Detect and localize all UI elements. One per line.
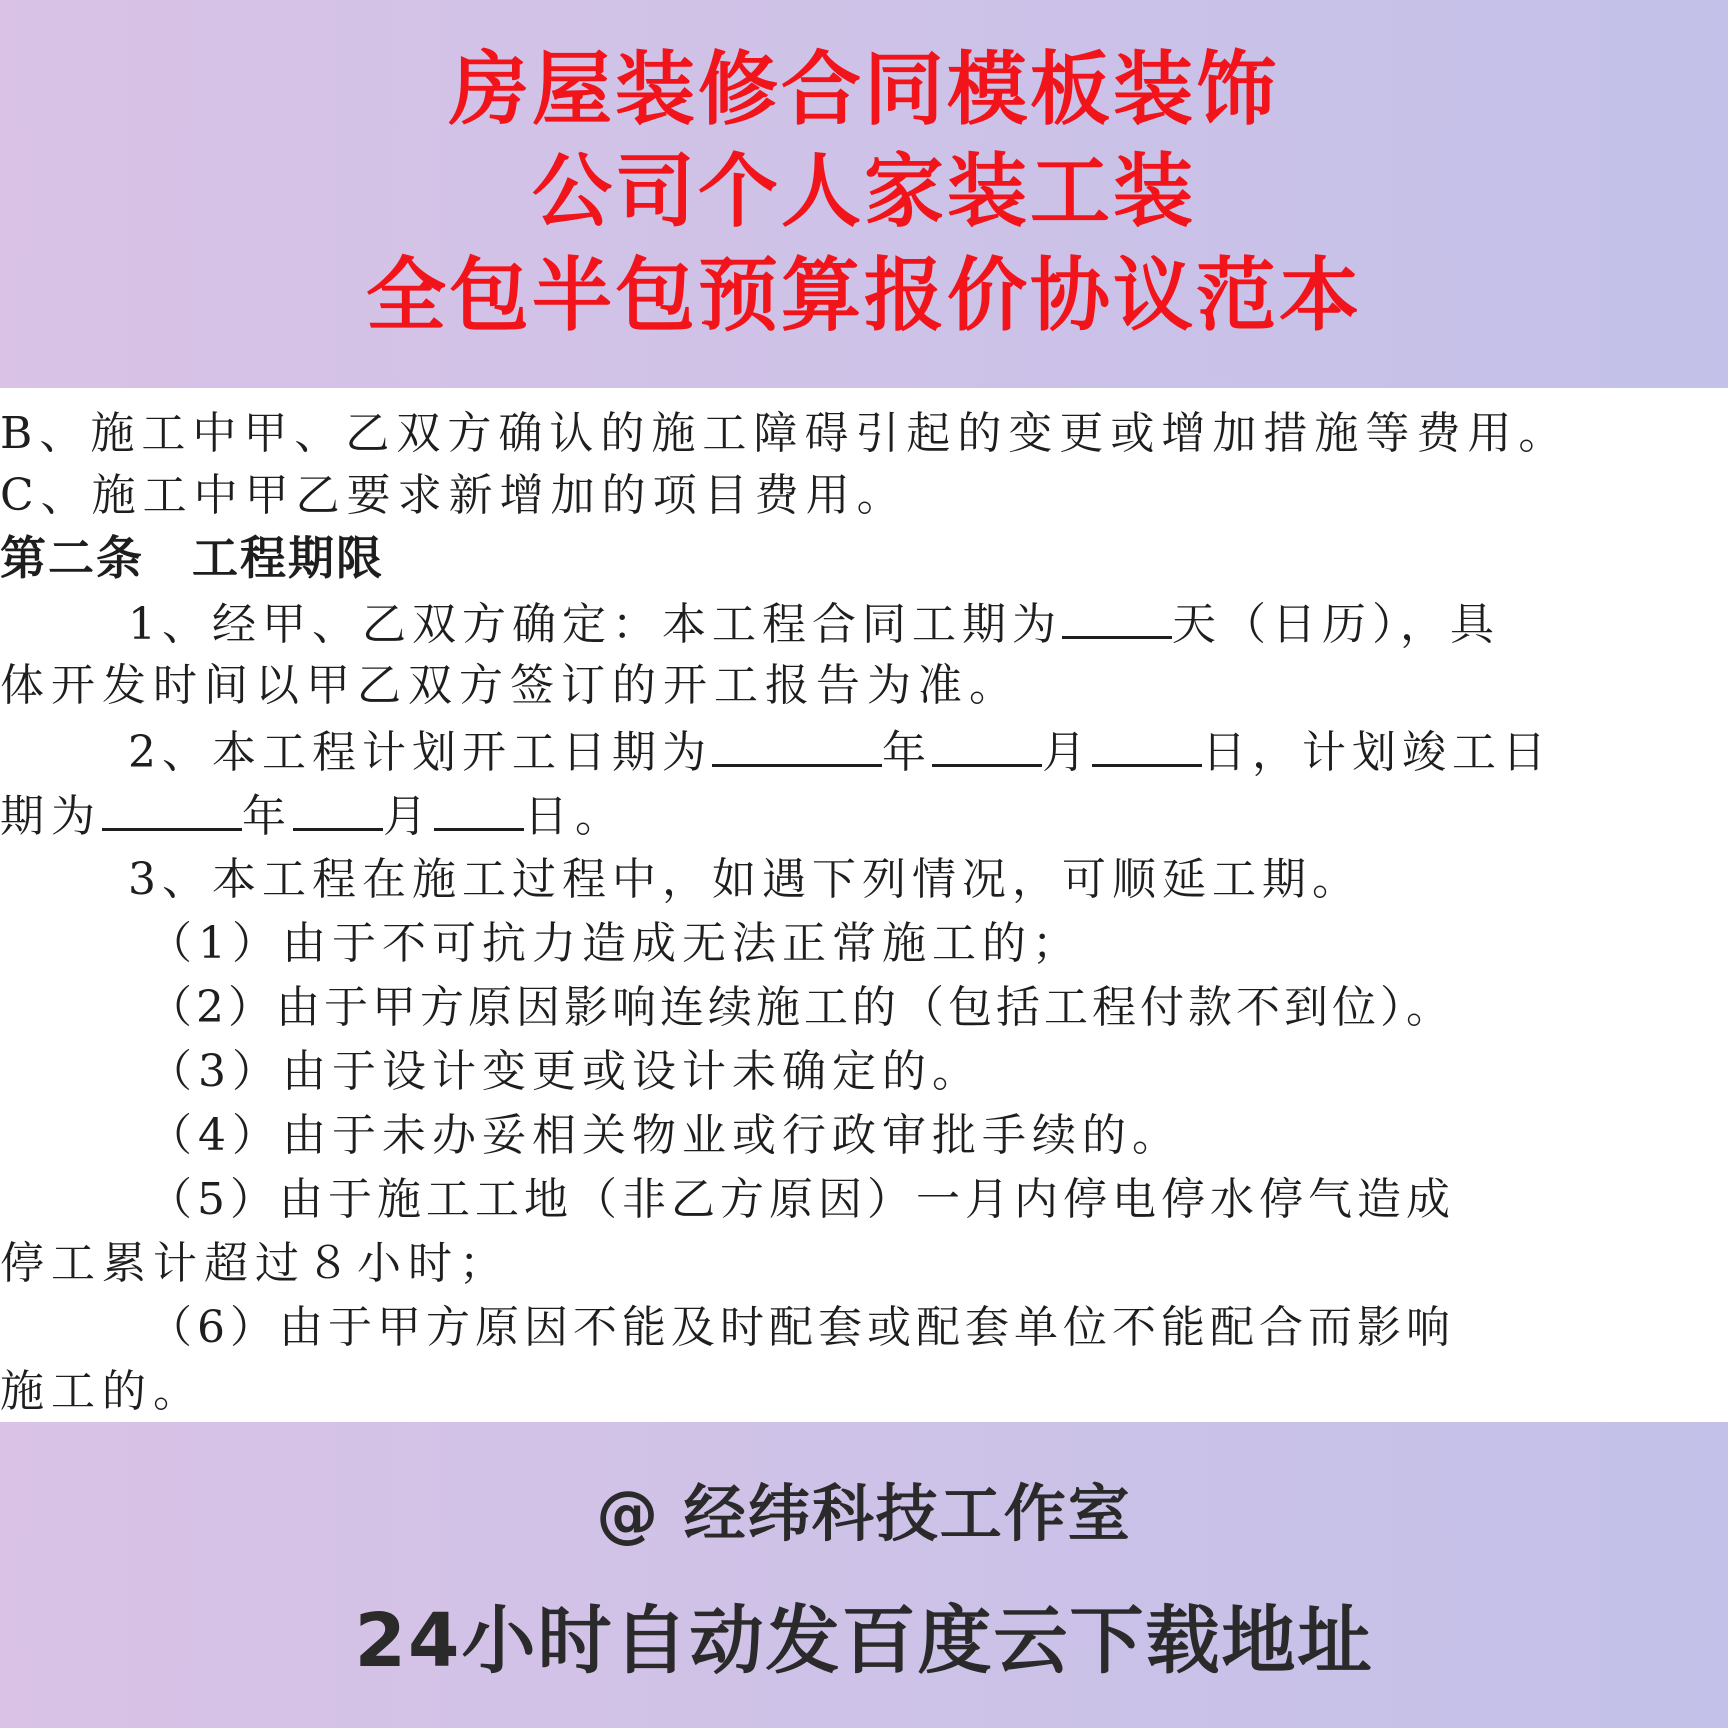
doc-line-b: B、施工中甲、乙双方确认的施工障碍引起的变更或增加措施等费用。 xyxy=(0,408,1570,459)
studio-name: @ 经纬科技工作室 xyxy=(596,1477,1132,1550)
download-note: 24小时自动发百度云下载地址 xyxy=(354,1598,1374,1684)
clause-3-item-3: （3）由于设计变更或设计未确定的。 xyxy=(148,1046,982,1097)
clause-3-item-2: （2）由于甲方原因影响连续施工的（包括工程付款不到位）。 xyxy=(148,982,1454,1033)
blank-start-month xyxy=(932,724,1042,767)
clause-2-year-label: 年 xyxy=(882,727,932,778)
section-heading: 第二条 工程期限 xyxy=(0,531,384,585)
clause-3: 3、本工程在施工过程中，如遇下列情况，可顺延工期。 xyxy=(128,854,1362,905)
clause-2-month-label: 月 xyxy=(1042,727,1092,778)
blank-start-year xyxy=(712,724,882,767)
doc-line-c: C、施工中甲乙要求新增加的项目费用。 xyxy=(0,470,908,521)
clause-1-text-2: 天（日历），具 xyxy=(1172,599,1500,650)
blank-days xyxy=(1062,596,1172,639)
clause-3-item-6-line-1: （6）由于甲方原因不能及时配套或配套单位不能配合而影响 xyxy=(148,1302,1455,1353)
clause-3-item-5-line-2: 停工累计超过８小时； xyxy=(0,1238,510,1289)
clause-1-line-2: 体开发时间以甲乙双方签订的开工报告为准。 xyxy=(0,660,1020,711)
clause-3-item-6-line-2: 施工的。 xyxy=(0,1366,204,1417)
bottom-banner xyxy=(0,1422,1728,1728)
clause-3-item-4: （4）由于未办妥相关物业或行政审批手续的。 xyxy=(148,1110,1182,1161)
clause-2-text: 2、本工程计划开工日期为 xyxy=(128,727,712,778)
clause-1-line-1 xyxy=(128,596,1500,653)
clause-2-day-label-2: 日。 xyxy=(524,791,626,842)
title-line-2: 公司个人家装工装 xyxy=(532,145,1196,238)
blank-end-day xyxy=(434,788,524,831)
top-banner xyxy=(0,0,1728,388)
clause-2-text-3: 期为 xyxy=(0,791,102,842)
clause-2-text-2: 日，计划竣工日 xyxy=(1202,727,1552,778)
clause-2-line-1 xyxy=(128,724,1552,781)
blank-start-day xyxy=(1092,724,1202,767)
clause-3-item-5-line-1: （5）由于施工工地（非乙方原因）一月内停电停水停气造成 xyxy=(148,1174,1455,1225)
contract-document-excerpt xyxy=(0,388,1728,1422)
blank-end-month xyxy=(293,788,383,831)
clause-1-text: 1、经甲、乙双方确定：本工程合同工期为 xyxy=(128,599,1062,650)
clause-2-month-label-2: 月 xyxy=(383,791,434,842)
title-line-3: 全包半包预算报价协议范本 xyxy=(366,249,1362,342)
blank-end-year xyxy=(102,788,242,831)
clause-3-item-1: （1）由于不可抗力造成无法正常施工的； xyxy=(148,918,1082,969)
clause-2-year-label-2: 年 xyxy=(242,791,293,842)
title-line-1: 房屋装修合同模板装饰 xyxy=(449,43,1279,136)
clause-2-line-2 xyxy=(0,788,626,845)
